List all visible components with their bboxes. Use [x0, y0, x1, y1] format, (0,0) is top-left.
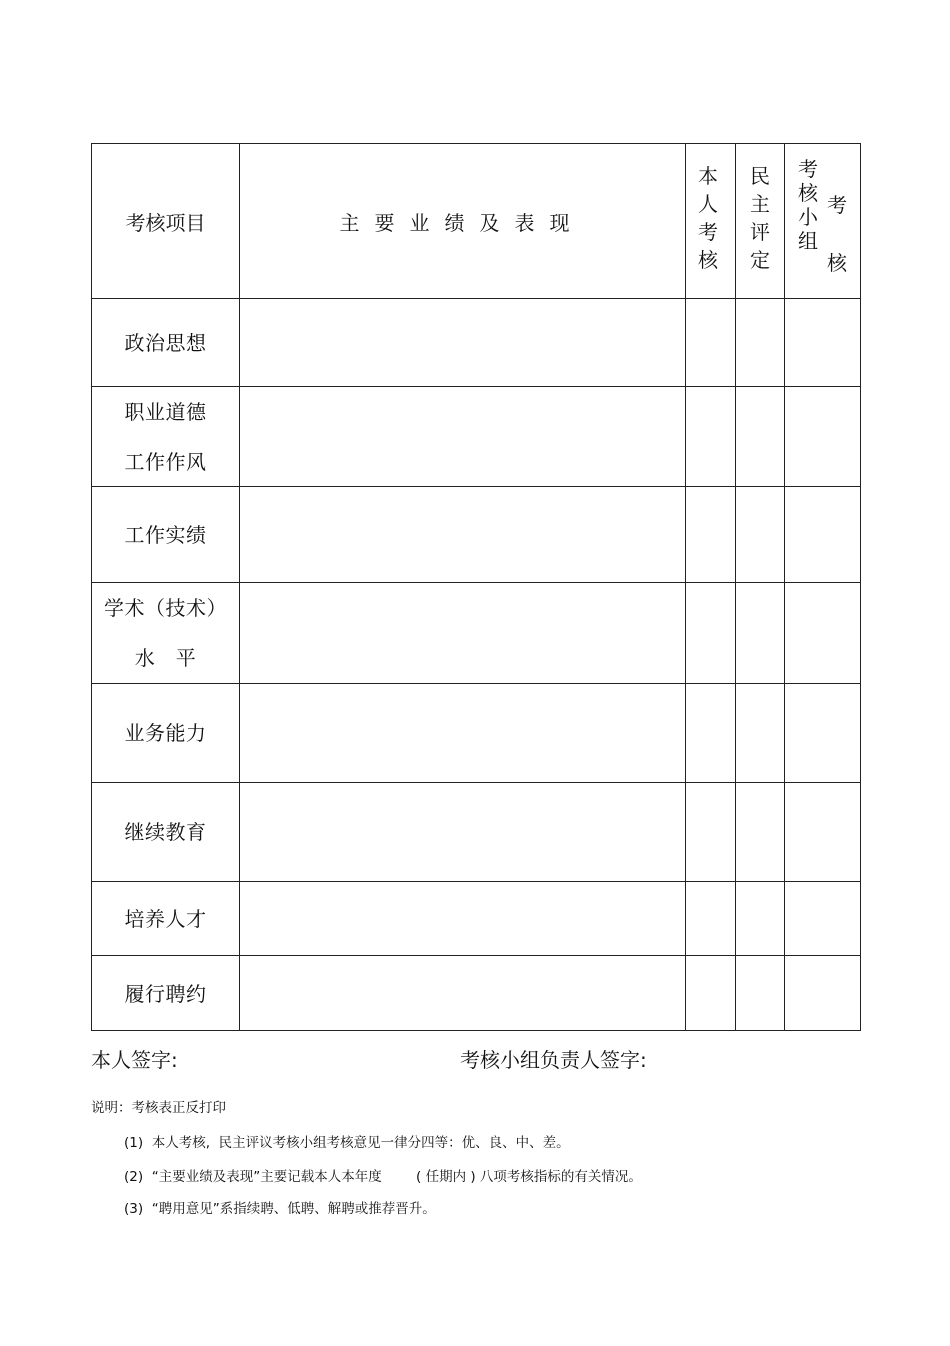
header-char: 人 — [698, 192, 718, 216]
row-label-business-ability — [92, 684, 239, 782]
row-label-continuing-education — [92, 783, 239, 881]
row-label-line: 工作实绩 — [124, 522, 207, 547]
header-group-assessment-col-a — [798, 157, 818, 253]
header-char: 核 — [827, 251, 847, 275]
header-char: 组 — [798, 229, 818, 253]
row-label-line: 工作作风 — [124, 449, 207, 474]
note-item: (2) “主要业绩及表现”主要记载本人本年度 ( 任期内 ) 八项考核指标的有关情况。 — [124, 1169, 642, 1185]
header-char: 民 — [750, 164, 770, 188]
header-char: 评 — [750, 220, 770, 244]
row-label-professional-ethics — [92, 387, 239, 486]
row-label-political-thought — [92, 299, 239, 386]
self-signature-label: 本人签字: — [91, 1048, 178, 1072]
header-char: 本 — [698, 164, 718, 188]
row-label-line: 学术（技术） — [104, 596, 227, 620]
header-democratic-evaluation — [750, 162, 770, 274]
row-label-line: 职业道德 — [124, 399, 207, 424]
header-char: 定 — [750, 248, 770, 272]
column-divider — [685, 143, 686, 1031]
header-self-assessment — [698, 162, 718, 274]
row-label-line: 业务能力 — [124, 721, 207, 745]
header-char: 小 — [798, 205, 818, 229]
row-label-contract-fulfillment — [92, 956, 239, 1031]
header-main-performance: 主要业绩及表现 — [339, 210, 585, 235]
header-char: 核 — [698, 248, 718, 272]
row-label-line: 政治思想 — [124, 330, 207, 355]
row-label-academic-level — [92, 583, 239, 683]
note-item: (1) 本人考核, 民主评议考核小组考核意见一律分四等：优、良、中、差。 — [124, 1135, 570, 1151]
row-label-talent-cultivation — [92, 882, 239, 955]
header-char: 主 — [750, 192, 770, 216]
row-label-work-performance — [92, 487, 239, 582]
header-char: 考 — [798, 157, 818, 181]
row-label-line: 培养人才 — [124, 906, 207, 931]
column-divider — [735, 143, 736, 1031]
column-divider — [784, 143, 785, 1031]
row-label-line: 继续教育 — [124, 820, 207, 844]
row-label-line: 履行聘约 — [124, 981, 207, 1006]
group-leader-signature-label: 考核小组负责人签字: — [460, 1048, 647, 1072]
header-char: 考 — [698, 220, 718, 244]
header-char: 考 — [827, 193, 847, 217]
notes-title: 说明：考核表正反打印 — [91, 1100, 226, 1116]
row-label-line: 水 平 — [134, 646, 197, 670]
header-assessment-item: 考核项目 — [125, 210, 206, 235]
header-char: 核 — [798, 181, 818, 205]
note-item: (3) “聘用意见”系指续聘、低聘、解聘或推荐晋升。 — [124, 1201, 436, 1217]
header-group-assessment-col-b — [827, 176, 847, 292]
